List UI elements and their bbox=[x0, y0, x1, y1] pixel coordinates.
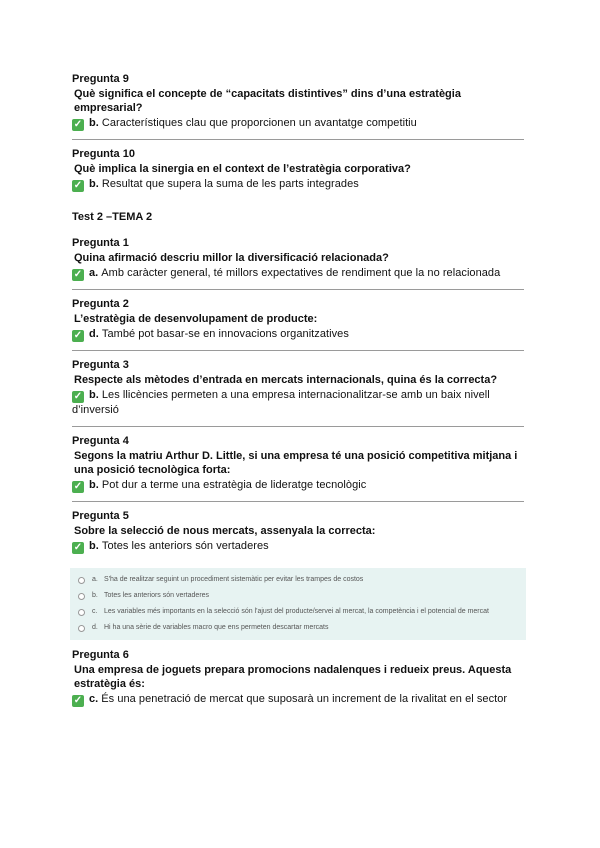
radio-icon[interactable] bbox=[78, 609, 85, 616]
answer-line bbox=[72, 327, 524, 342]
option-letter: a. bbox=[92, 576, 98, 583]
question-text: Quina afirmació descriu millor la diversificació relacionada? bbox=[74, 252, 389, 264]
answer-line bbox=[72, 388, 524, 418]
question-text: L’estratègia de desenvolupament de producte: bbox=[74, 313, 318, 325]
answer-letter: c. bbox=[89, 693, 99, 705]
question-number: Pregunta 9 bbox=[72, 73, 129, 85]
question-text: Respecte als mètodes d’entrada en mercats internacionals, quina és la correcta? bbox=[74, 374, 498, 386]
check-mark-icon: ✓ bbox=[73, 391, 83, 402]
option-letter: d. bbox=[92, 624, 98, 631]
question-number: Pregunta 6 bbox=[72, 649, 129, 661]
answer-letter: b. bbox=[89, 178, 99, 190]
question-text: Què implica la sinergia en el context de l’estratègia corporativa? bbox=[74, 163, 411, 175]
question-block bbox=[72, 236, 524, 281]
question-text: Sobre la selecció de nous mercats, assenyala la correcta: bbox=[74, 525, 376, 537]
option-text: Les variables més importants en la selecció són l'ajust del producte/servei al mercat, la competència i el potencial de mercat bbox=[104, 608, 489, 615]
divider bbox=[72, 426, 524, 427]
question-text: Segons la matriu Arthur D. Little, si una empresa té una posició competitiva mitjana i una posició tecnològica forta: bbox=[74, 450, 518, 476]
check-mark-icon: ✓ bbox=[73, 695, 83, 706]
document-page bbox=[72, 72, 524, 707]
question-text: Què significa el concepte de “capacitats distintives” dins d’una estratègia empresarial? bbox=[74, 88, 461, 114]
answer-letter: b. bbox=[89, 117, 99, 129]
section-title: Test 2 –TEMA 2 bbox=[72, 211, 153, 223]
question-number: Pregunta 1 bbox=[72, 237, 129, 249]
question-number: Pregunta 3 bbox=[72, 359, 129, 371]
check-mark-icon: ✓ bbox=[73, 119, 83, 130]
answer-line bbox=[72, 478, 524, 493]
question-number: Pregunta 10 bbox=[72, 148, 135, 160]
answer-line bbox=[72, 692, 524, 707]
question-block bbox=[72, 648, 524, 707]
answer-text: Resultat que supera la suma de les parts integrades bbox=[101, 178, 359, 190]
option-letter: c. bbox=[92, 608, 98, 615]
answer-line bbox=[72, 539, 524, 554]
option-row[interactable] bbox=[70, 572, 526, 588]
answer-line bbox=[72, 177, 524, 192]
answer-letter: a. bbox=[89, 267, 99, 279]
radio-icon[interactable] bbox=[78, 593, 85, 600]
question-block bbox=[72, 358, 524, 418]
answer-letter: d. bbox=[89, 328, 99, 340]
option-row[interactable] bbox=[70, 604, 526, 620]
answer-text: També pot basar-se en innovacions organitzatives bbox=[101, 328, 349, 340]
question-number: Pregunta 5 bbox=[72, 510, 129, 522]
answer-text: Les llicències permeten a una empresa internacionalitzar-se amb un baix nivell d’inversió bbox=[72, 389, 490, 416]
check-mark-icon: ✓ bbox=[73, 180, 83, 191]
answer-line bbox=[72, 266, 524, 281]
check-mark-icon: ✓ bbox=[73, 542, 83, 553]
check-mark-icon: ✓ bbox=[73, 269, 83, 280]
option-row[interactable] bbox=[70, 588, 526, 604]
answer-text: Amb caràcter general, té millors expectatives de rendiment que la no relacionada bbox=[101, 267, 501, 279]
check-mark-icon: ✓ bbox=[73, 481, 83, 492]
answer-letter: b. bbox=[89, 479, 99, 491]
answer-letter: b. bbox=[89, 540, 99, 552]
divider bbox=[72, 501, 524, 502]
option-text: Hi ha una sèrie de variables macro que ens permeten descartar mercats bbox=[104, 624, 329, 631]
options-panel bbox=[70, 568, 526, 640]
divider bbox=[72, 350, 524, 351]
option-text: S'ha de realitzar seguint un procediment sistemàtic per evitar les trampes de costos bbox=[104, 576, 364, 583]
answer-text: Característiques clau que proporcionen un avantatge competitiu bbox=[101, 117, 417, 129]
question-block bbox=[72, 434, 524, 493]
answer-line bbox=[72, 116, 524, 131]
answer-text: Pot dur a terme una estratègia de lideratge tecnològic bbox=[101, 479, 367, 491]
divider bbox=[72, 289, 524, 290]
question-text: Una empresa de joguets prepara promocions nadalenques i redueix preus. Aquesta estratègia és: bbox=[74, 664, 512, 690]
question-number: Pregunta 2 bbox=[72, 298, 129, 310]
answer-letter: b. bbox=[89, 389, 99, 401]
question-block bbox=[72, 297, 524, 342]
option-letter: b. bbox=[92, 592, 98, 599]
option-text: Totes les anteriors són vertaderes bbox=[104, 592, 210, 599]
question-block bbox=[72, 509, 524, 554]
radio-icon[interactable] bbox=[78, 577, 85, 584]
option-row[interactable] bbox=[70, 620, 526, 636]
radio-icon[interactable] bbox=[78, 625, 85, 632]
answer-text: És una penetració de mercat que suposarà un increment de la rivalitat en el sector bbox=[101, 693, 508, 705]
question-block bbox=[72, 72, 524, 131]
answer-text: Totes les anteriors són vertaderes bbox=[101, 540, 269, 552]
check-mark-icon: ✓ bbox=[73, 330, 83, 341]
question-block bbox=[72, 147, 524, 192]
question-number: Pregunta 4 bbox=[72, 435, 129, 447]
divider bbox=[72, 139, 524, 140]
